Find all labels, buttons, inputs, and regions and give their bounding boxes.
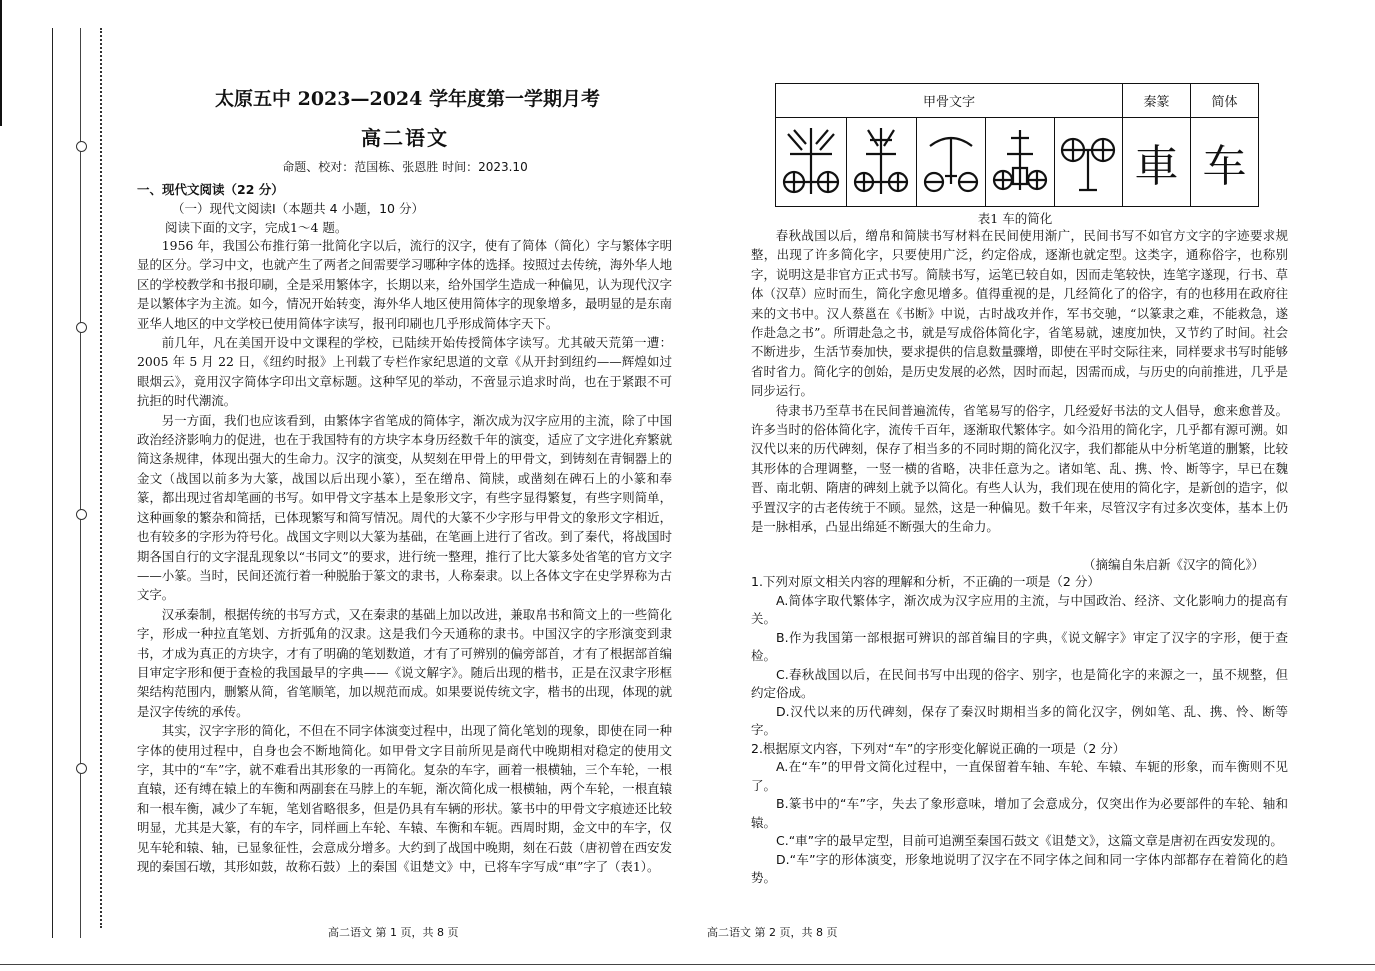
question-option: B.作为我国第一部根据可辨识的部首编目的字典，《说文解字》审定了汉字的字形，便于查检。	[751, 629, 1288, 663]
paragraph: 另一方面，我们也应该看到，由繁体字省笔成的简体字，渐次成为汉字应用的主流，除了中国政治经济影响力的促进，也在于我国特有的方块字本身历经数千年的演变，适应了文字进化弃繁就简这条规律，体现出强大的生命力。汉字的演变，从契刻在甲骨上的甲骨文，到铸刻在青铜器上的金文（战国以前多为大篆，战国以后出现小篆），至在缯帛、简牍，或凿刻在碑石上的小篆和奉篆，都出现过省却笔画的书写。如甲骨文字基本上是象形文字，有些字显得繁复，有些字则简单，这种画象的繁杂和简括，已体现繁写和简写情况。周代的大篆不少字形与甲骨文的象形文字相近，也有较多的字形为符号化。战国文字则以大篆为基础，在笔画上进行了省改。到了秦代，将战国时期各国自行的文字混乱现象以“书同文”的要求，进行统一整理，推行了比大篆多处省笔的官方文字——小篆。当时，民间还流行着一种脱胎于篆文的隶书，人称秦隶。以上各体文字在史学界称为古文字。	[137, 412, 672, 603]
paragraph: 待隶书乃至草书在民间普遍流传，省笔易写的俗字，几经爱好书法的文人倡导，愈来愈普及。许多当时的俗体简化字，流传千百年，逐渐取代繁体字。如今沿用的简化字，几乎都有源可溯。如汉代以来的历代碑刻，保存了相当多的不同时期的简化汉字，我们都能从中分析笔道的删繁，比较其形体的合理调整，一竖一横的省略，决非任意为之。诸如笔、乱、携、怜、断等字，早已在魏晋、南北朝、隋唐的碑刻上就予以简化。有些人认为，我们现在使用的简化字，是新创的造字，似乎置汉字的古老传统于不顾。显然，这是一种偏见。数千年来，尽管汉字有过多次变体，基本上仍是一脉相承，凸显出绵延不断强大的生命力。	[751, 402, 1288, 535]
question-option: C.春秋战国以后，在民间书写中出现的俗字、别字，也是简化字的来源之一，虽不规整，但约定俗成。	[751, 666, 1288, 700]
table-header-simple: 简体	[1191, 84, 1258, 118]
paragraph: 春秋战国以后，缯帛和简牍书写材料在民间使用渐广，民间书写不如官方文字的字迹要求规整，出现了许多简化字，只要使用广泛，约定俗成，逐渐也就定型。这类字，通称俗字，也称别字，说明这是非官方正式书写。简牍书写，运笔已较自如，因而走笔较快，连笔字遂现，行书、草体（汉草）应时而生，简化字愈见增多。值得重视的是，几经简化了的俗字，有的也移用在政府往来的文书中。汉人蔡邕在《书断》中说，古时战攻并作，军书交驰，“以篆隶之难，不能救急，遂作赴急之书”。所谓赴急之书，就是写成俗体简化字，省笔易就，速度加快，又节约了时间。社会不断进步，生活节奏加快，要求提供的信息数量骤增，即使在平时交际往来，同样要求书写时能够省时省力。简化字的创始，是历史发展的必然，因时而起，因需而成，与历史的向前推进，几乎是同步运行。	[751, 228, 1288, 399]
binding-hole-icon	[76, 509, 87, 520]
exam-subject: 高二语文	[361, 126, 449, 150]
exam-title: 太原五中 2023—2024 学年度第一学期月考	[215, 88, 600, 110]
passage-right	[751, 226, 1288, 537]
question-option: C.“車”字的最早定型，目前可追溯至秦国石鼓文《诅楚文》，这篇文章是唐初在西安发现的。	[776, 833, 1283, 848]
passage-source: （摘编自朱启新《汉字的简化》）	[1083, 557, 1265, 572]
bottom-rule	[0, 964, 1375, 965]
question-option: A.简体字取代繁体字，渐次成为汉字应用的主流，与中国政治、经济、文化影响力的提高有关。	[751, 592, 1288, 626]
paragraph: 1956 年，我国公布推行第一批简化字以后，流行的汉字，使有了简体（简化）字与繁体字明显的区分。学习中文，也就产生了两者之间需要学习哪种字体的选择。按照过去传统，海外华人地区的学校教学和书报印刷，全是采用繁体字，长期以来，给外国学生造成一种偏见，认为现代汉字是以繁体字为主流。如今，情况开始转变，海外华人地区使用简体字的现象增多，最明显的是东南亚华人地区的中文学校已使用简体字读写，报刊印刷也几乎形成简体字天下。	[137, 238, 672, 331]
page-footer-left: 高二语文 第 1 页，共 8 页	[328, 926, 459, 939]
character-table	[775, 83, 1259, 207]
questions	[751, 573, 1288, 888]
passage-left	[137, 236, 672, 876]
question-option: A.在“车”的甲骨文简化过程中，一直保留着车轴、车轮、车辕、车轭的形象，而车衡则不见了。	[751, 759, 1288, 793]
binding-line-outer	[52, 28, 53, 938]
question-stem: 1.下列对原文相关内容的理解和分析，不正确的一项是（2 分）	[751, 574, 1100, 589]
paragraph: 前几年，凡在美国开设中文课程的学校，已陆续开始传授简体字读写。尤其破天荒第一遭：2005 年 5 月 22 日，《纽约时报》上刊载了专栏作家纪思道的文章《从开封到纽约——辉煌如过眼烟云》，竟用汉字简体字印出文章标题。这种罕见的举动，不啻显示追求时尚，也在于紧跟不可抗拒的时代潮流。	[137, 335, 672, 409]
binding-hole-icon	[76, 763, 87, 774]
oracle-glyph-5-icon	[1054, 117, 1123, 206]
simple-glyph: 车	[1202, 140, 1247, 192]
binding-hole-icon	[76, 322, 87, 333]
page-footer-right: 高二语文 第 2 页，共 8 页	[707, 926, 838, 939]
edge-mark	[0, 0, 2, 126]
binding-dotted-line	[100, 28, 102, 928]
oracle-glyph-4-icon	[985, 117, 1055, 206]
paragraph: 汉承秦制，根据传统的书写方式，又在秦隶的基础上加以改进，兼取帛书和简文上的一些简化字，形成一种拉直笔划、方折弧角的汉隶。这是我们今天通称的隶书。中国汉字的字形演变到隶书，才成为真正的方块字，才有了明确的笔划数道，才有了可辨别的偏旁部首，才有了根据部首编目审定字形和便于查检的我国最早的字典——《说文解字》。随后出现的楷书，正是在汉隶字形框架结构范围内，删繁从简，省笔顺笔，加以规范而成。如果要说传统文字，楷书的出现，体现的就是汉字传统的承传。	[137, 606, 672, 719]
instruction: 阅读下面的文字，完成1～4 题。	[165, 220, 348, 235]
question-option: D.“车”字的形体演变，形象地说明了汉字在不同字体之间和同一字体内部都存在着简化的趋势。	[751, 851, 1288, 885]
question-stem: 2.根据原文内容，下列对“车”的字形变化解说正确的一项是（2 分）	[751, 740, 1126, 756]
table-header-oracle: 甲骨文字	[776, 84, 1123, 118]
binding-hole-icon	[76, 141, 87, 152]
oracle-glyph-2-icon	[846, 117, 917, 206]
paragraph: 其实，汉字字形的简化，不但在不同字体演变过程中，出现了简化笔划的现象，即使在同一种字体的使用过程中，自身也会不断地简化。如甲骨文字目前所见是商代中晚期相对稳定的使用文字，其中的“车”字，就不难看出其形象的一再简化。复杂的车字，画着一根横轴，三个车轮，一根直辕，还有缚在辕上的车衡和两副套在马脖上的车轭，渐次简化成一根横轴，两个车轮，一根直辕和一根车衡，减少了车轭，笔划省略很多，但是仍具有车辆的形状。篆书中的甲骨文字痕迹还比较明显，尤其是大篆，有的车字，同样画上车轮、车辕、车衡和车轭。西周时期，金文中的车字，仅见车轮和辕、轴，已显象征性，会意成分增多。大约到了战国中晚期，刻在石鼓（唐初曾在西安发现的秦国石墩，其形如鼓，故称石鼓）上的秦国《诅楚文》中，已将车字写成“車”字了（表1）。	[137, 723, 672, 874]
seal-glyph: 車	[1123, 117, 1191, 206]
exam-meta: 命题、校对：范国栋、张恩胜 时间：2023.10	[282, 160, 528, 174]
question-option: B.篆书中的“车”字，失去了象形意味，增加了会意成分，仅突出作为必要部件的车轮、轴和辕。	[751, 796, 1288, 830]
binding-line-inner	[80, 28, 81, 938]
section-subtitle: （一）现代文阅读Ⅰ（本题共 4 小题，10 分）	[172, 201, 424, 216]
oracle-glyph-3-icon	[916, 117, 986, 206]
table-header-seal: 秦篆	[1123, 84, 1191, 118]
question-option: D.汉代以来的历代碑刻，保存了秦汉时期相当多的简化汉字，例如笔、乱、携、怜、断等字。	[751, 703, 1288, 737]
section-title: 一、现代文阅读（22 分）	[137, 182, 284, 197]
table-caption: 表1 车的简化	[977, 211, 1053, 226]
oracle-glyph-1-icon	[776, 117, 847, 206]
